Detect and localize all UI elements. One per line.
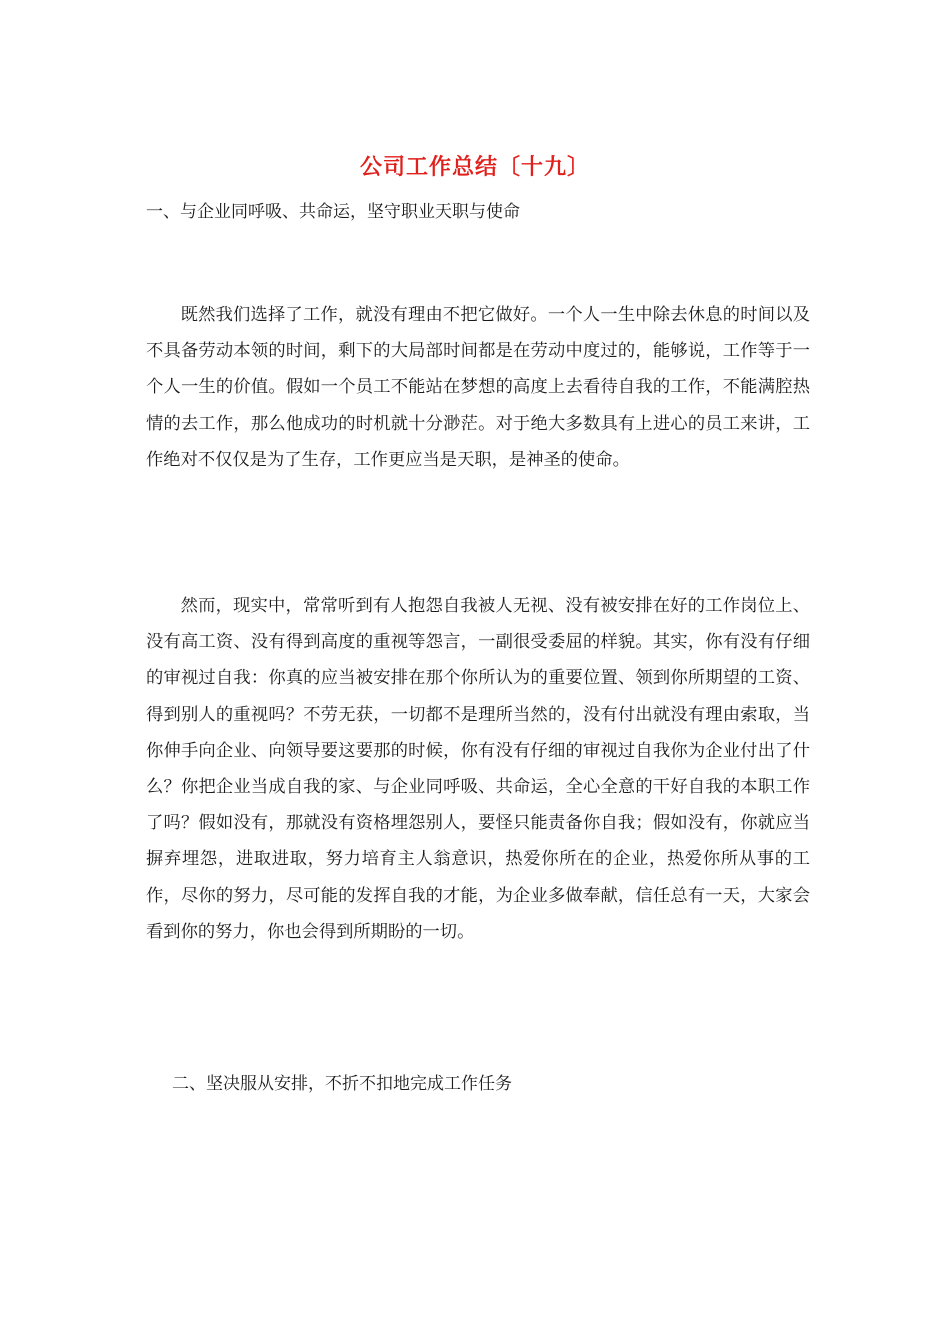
paragraph-2: 然而，现实中，常常听到有人抱怨自我被人无视、没有被安排在好的工作岗位上、没有高工资、没有得到高度的重视等怨言，一副很受委屈的样貌。其实，你有没有仔细的审视过自我：你真的应当被安排在那个你所认为的重要位置、领到你所期望的工资、得到别人的重视吗？不劳无获，一切都不是理所当然的，没有付出就没有理由索取，当你伸手向企业、向领导要这要那的时候，你有没有仔细的审视过自我你为企业付出了什么？你把企业当成自我的家、与企业同呼吸、共命运，全心全意的干好自我的本职工作了吗？假如没有，那就没有资格埋怨别人，要怪只能责备你自我；假如没有，你就应当摒弃埋怨，进取进取，努力培育主人翁意识，热爱你所在的企业，热爱你所从事的工作，尽你的努力，尽可能的发挥自我的才能，为企业多做奉献，信任总有一天，大家会看到你的努力，你也会得到所期盼的一切。 xyxy=(146,596,810,942)
document-title: 公司工作总结〔十九〕 xyxy=(359,154,590,180)
paragraph-1: 既然我们选择了工作，就没有理由不把它做好。一个人一生中除去休息的时间以及不具备劳动本领的时间，剩下的大局部时间都是在劳动中度过的，能够说，工作等于一个人一生的价值。假如一个员工不能站在梦想的高度上去看待自我的工作，不能满腔热情的去工作，那么他成功的时机就十分渺茫。对于绝大多数具有上进心的员工来讲，工作绝对不仅仅是为了生存，工作更应当是天职，是神圣的使命。 xyxy=(146,305,810,470)
section-heading-2: 二、坚决服从安排，不折不扣地完成工作任务 xyxy=(172,1074,512,1094)
section-heading-1: 一、与企业同呼吸、共命运，坚守职业天职与使命 xyxy=(146,202,520,222)
